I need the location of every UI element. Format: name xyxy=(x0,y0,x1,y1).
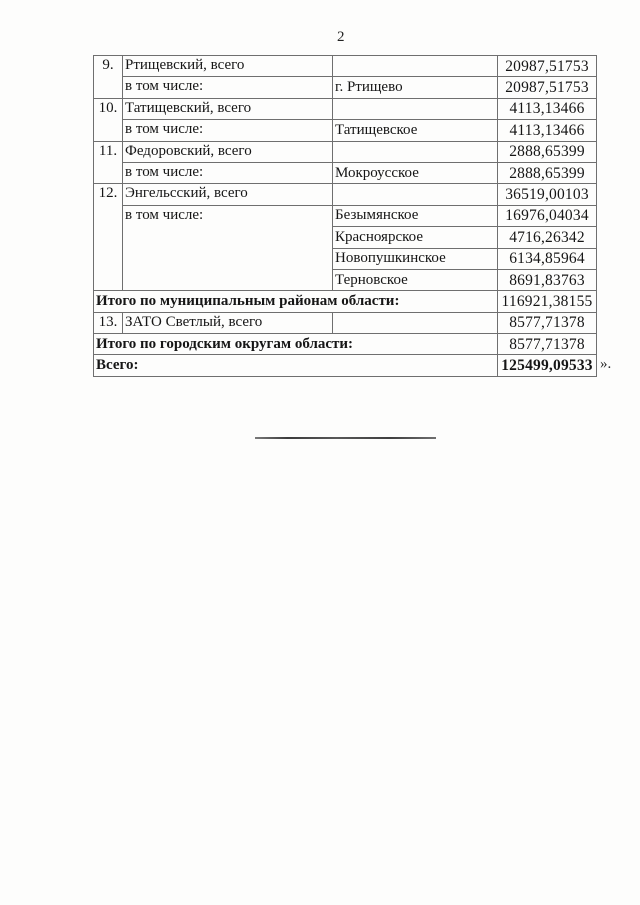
cell-val: 6134,85964 xyxy=(498,248,597,269)
totals-table xyxy=(93,55,597,377)
table-row xyxy=(94,77,597,98)
cell-name: в том числе: xyxy=(123,205,333,291)
cell-name: Федоровский, всего xyxy=(123,141,333,162)
table-row xyxy=(94,120,597,141)
table-row xyxy=(94,56,597,77)
cell-val: 4113,13466 xyxy=(498,98,597,119)
closing-quote-mark: ». xyxy=(600,356,612,372)
cell-name: в том числе: xyxy=(123,77,333,98)
cell-set: Новопушкинское xyxy=(333,248,498,269)
cell-name: в том числе: xyxy=(123,120,333,141)
cell-num: 10. xyxy=(94,98,123,141)
cell-num: 9. xyxy=(94,56,123,99)
table-row xyxy=(94,355,597,376)
cell-total: Итого по муниципальным районам области: xyxy=(94,291,498,312)
table-row xyxy=(94,98,597,119)
cell-val: 20987,51753 xyxy=(498,77,597,98)
table-row xyxy=(94,184,597,205)
cell-val: 8577,71378 xyxy=(498,334,597,355)
totals-table-body xyxy=(94,56,597,377)
table-row xyxy=(94,312,597,333)
cell-name: Ртищевский, всего xyxy=(123,56,333,77)
cell-val: 4113,13466 xyxy=(498,120,597,141)
cell-set xyxy=(333,56,498,77)
separator-line xyxy=(255,437,436,439)
cell-name: ЗАТО Светлый, всего xyxy=(123,312,333,333)
cell-num: 12. xyxy=(94,184,123,291)
cell-val: 36519,00103 xyxy=(498,184,597,205)
cell-set xyxy=(333,312,498,333)
cell-num: 13. xyxy=(94,312,123,333)
cell-total: Итого по городским округам области: xyxy=(94,334,498,355)
cell-set xyxy=(333,98,498,119)
table-row xyxy=(94,141,597,162)
cell-name: Энгельсский, всего xyxy=(123,184,333,205)
cell-val: 8577,71378 xyxy=(498,312,597,333)
cell-name: в том числе: xyxy=(123,162,333,183)
cell-set: Красноярское xyxy=(333,227,498,248)
cell-val: 4716,26342 xyxy=(498,227,597,248)
cell-val: 8691,83763 xyxy=(498,269,597,290)
cell-num: 11. xyxy=(94,141,123,184)
cell-total: Всего: xyxy=(94,355,498,376)
cell-val: 2888,65399 xyxy=(498,141,597,162)
cell-val: 125499,09533 xyxy=(498,355,597,376)
cell-val: 16976,04034 xyxy=(498,205,597,226)
cell-val: 116921,38155 xyxy=(498,291,597,312)
table-row xyxy=(94,162,597,183)
cell-set: Безымянское xyxy=(333,205,498,226)
cell-val: 2888,65399 xyxy=(498,162,597,183)
table-row xyxy=(94,291,597,312)
cell-set: Мокроусское xyxy=(333,162,498,183)
table-row xyxy=(94,205,597,226)
cell-set: г. Ртищево xyxy=(333,77,498,98)
cell-set xyxy=(333,184,498,205)
cell-set: Татищевское xyxy=(333,120,498,141)
table-row xyxy=(94,334,597,355)
cell-val: 20987,51753 xyxy=(498,56,597,77)
cell-name: Татищевский, всего xyxy=(123,98,333,119)
page-number: 2 xyxy=(337,29,345,45)
cell-set xyxy=(333,141,498,162)
cell-set: Терновское xyxy=(333,269,498,290)
